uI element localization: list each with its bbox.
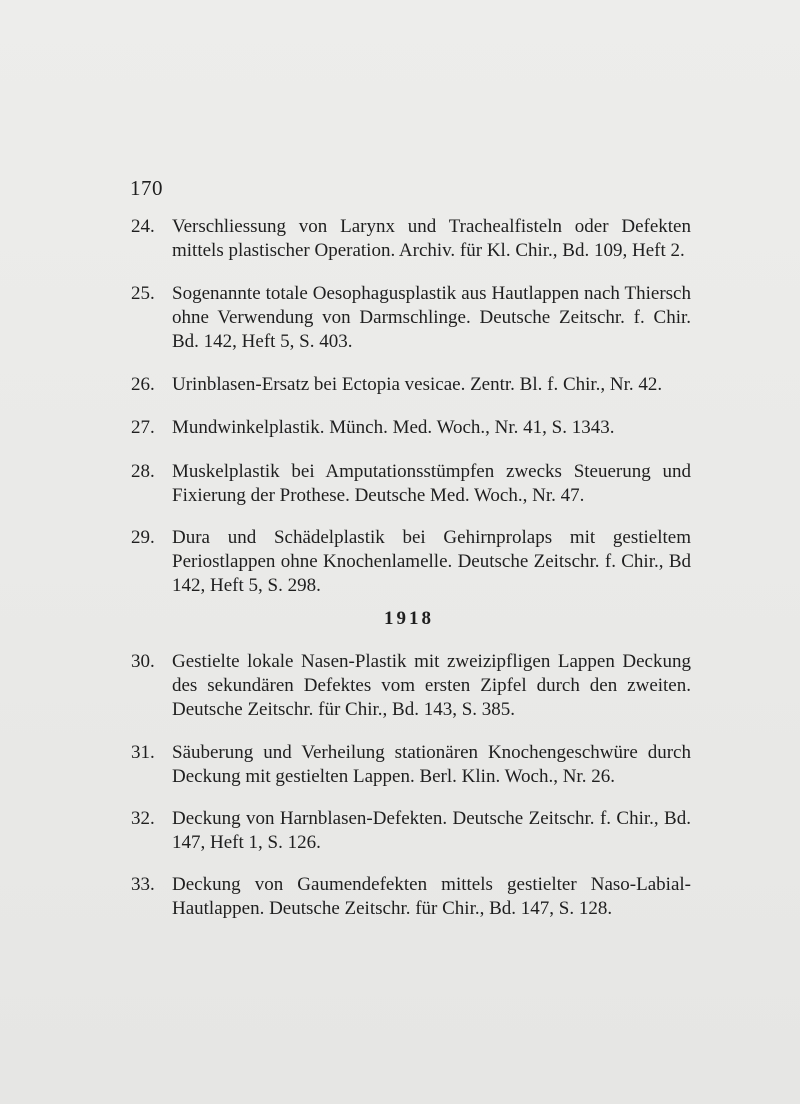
list-item — [131, 282, 691, 354]
entry-number: 30. — [131, 651, 155, 672]
entry-text: Urinblasen-Ersatz bei Ectopia vesicae. Zentr. Bl. f. Chir., Nr. 42. — [172, 374, 663, 395]
entry-text: Mundwinkelplastik. Münch. Med. Woch., Nr. 41, S. 1343. — [172, 417, 615, 438]
entry-number: 33. — [131, 874, 155, 895]
entry-number: 32. — [131, 808, 155, 829]
year-heading: 1918 — [384, 608, 434, 629]
entry-number: 26. — [131, 374, 155, 395]
list-item — [131, 650, 691, 722]
list-item — [131, 741, 691, 789]
list-item — [131, 807, 691, 855]
entry-number: 25. — [131, 283, 155, 304]
entry-text: Deckung von Gaumendefekten mittels gestielter Naso-Labial-Hautlappen. Deutsche Zeitschr. für Chir., Bd. 147, S. 128. — [172, 874, 691, 919]
entry-text: Säuberung und Verheilung stationären Knochengeschwüre durch Deckung mit gestielten Lappen. Berl. Klin. Woch., Nr. 26. — [172, 742, 691, 787]
entry-number: 28. — [131, 461, 155, 482]
list-item — [131, 526, 691, 598]
entry-number: 29. — [131, 527, 155, 548]
list-item — [131, 373, 691, 397]
entry-text: Verschliessung von Larynx und Trachealfisteln oder Defekten mittels plastischer Operation. Archiv. für Kl. Chir., Bd. 109, Heft 2. — [172, 216, 691, 261]
entry-text: Sogenannte totale Oesophagusplastik aus Hautlappen nach Thiersch ohne Verwendung von Darmschlinge. Deutsche Zeitschr. f. Chir. Bd. 142, Heft 5, S. 403. — [172, 283, 691, 352]
entry-number: 24. — [131, 216, 155, 237]
entry-text: Gestielte lokale Nasen-Plastik mit zweizipfligen Lappen Deckung des sekundären Defektes vom ersten Zipfel durch den zweiten. Deutsche Zeitschr. für Chir., Bd. 143, S. 385. — [172, 651, 691, 720]
entry-number: 31. — [131, 742, 155, 763]
list-item — [131, 460, 691, 508]
list-item — [131, 416, 691, 440]
entry-number: 27. — [131, 417, 155, 438]
entry-text: Deckung von Harnblasen-Defekten. Deutsche Zeitschr. f. Chir., Bd. 147, Heft 1, S. 126. — [172, 808, 691, 853]
list-item — [131, 215, 691, 263]
entry-text: Dura und Schädelplastik bei Gehirnprolaps mit gestieltem Periostlappen ohne Knochenlamelle. Deutsche Zeitschr. f. Chir., Bd 142, Heft 5, S. 298. — [172, 527, 691, 596]
page-number: 170 — [130, 176, 163, 200]
entry-text: Muskelplastik bei Amputationsstümpfen zwecks Steuerung und Fixierung der Prothese. Deutsche Med. Woch., Nr. 47. — [172, 461, 691, 506]
list-item — [131, 873, 691, 921]
